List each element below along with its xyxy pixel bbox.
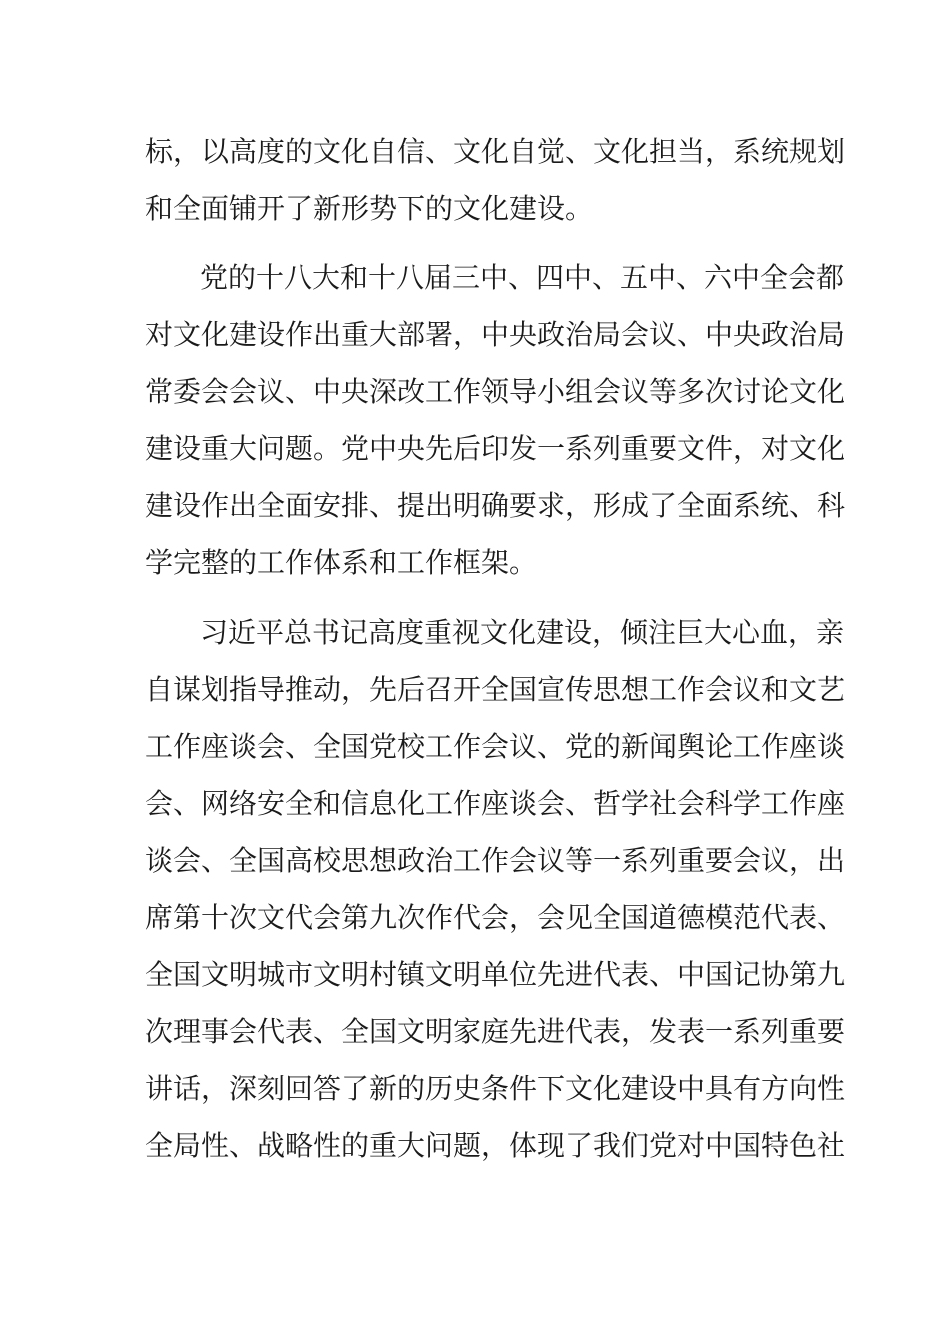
paragraph-3-line-6: 席第十次文代会第九次作代会，会见全国道德模范代表、 [145,901,846,934]
paragraph-3-line-4: 会、网络安全和信息化工作座谈会、哲学社会科学工作座 [145,787,846,820]
paragraph-3-line-2: 自谋划指导推动，先后召开全国宣传思想工作会议和文艺 [145,673,846,706]
paragraph-3-line-10: 全局性、战略性的重大问题，体现了我们党对中国特色社 [145,1129,846,1162]
paragraph-2-line-1: 党的十八大和十八届三中、四中、五中、六中全会都 [200,261,845,294]
paragraph-3-line-1: 习近平总书记高度重视文化建设，倾注巨大心血，亲 [200,616,845,649]
paragraph-2-line-6: 学完整的工作体系和工作框架。 [145,546,538,579]
paragraph-1-line-1: 标，以高度的文化自信、文化自觉、文化担当，系统规划 [145,135,846,168]
paragraph-3-line-7: 全国文明城市文明村镇文明单位先进代表、中国记协第九 [145,958,846,991]
paragraph-2-line-2: 对文化建设作出重大部署，中央政治局会议、中央政治局 [145,318,846,351]
paragraph-3-line-3: 工作座谈会、全国党校工作会议、党的新闻舆论工作座谈 [145,730,846,763]
paragraph-3-line-8: 次理事会代表、全国文明家庭先进代表，发表一系列重要 [145,1015,846,1048]
paragraph-2-line-3: 常委会会议、中央深改工作领导小组会议等多次讨论文化 [145,375,846,408]
paragraph-3-line-5: 谈会、全国高校思想政治工作会议等一系列重要会议，出 [145,844,846,877]
paragraph-1-line-2: 和全面铺开了新形势下的文化建设。 [145,192,594,225]
paragraph-2-line-5: 建设作出全面安排、提出明确要求，形成了全面系统、科 [145,489,846,522]
paragraph-3-line-9: 讲话，深刻回答了新的历史条件下文化建设中具有方向性 [145,1072,846,1105]
paragraph-2-line-4: 建设重大问题。党中央先后印发一系列重要文件，对文化 [145,432,846,465]
